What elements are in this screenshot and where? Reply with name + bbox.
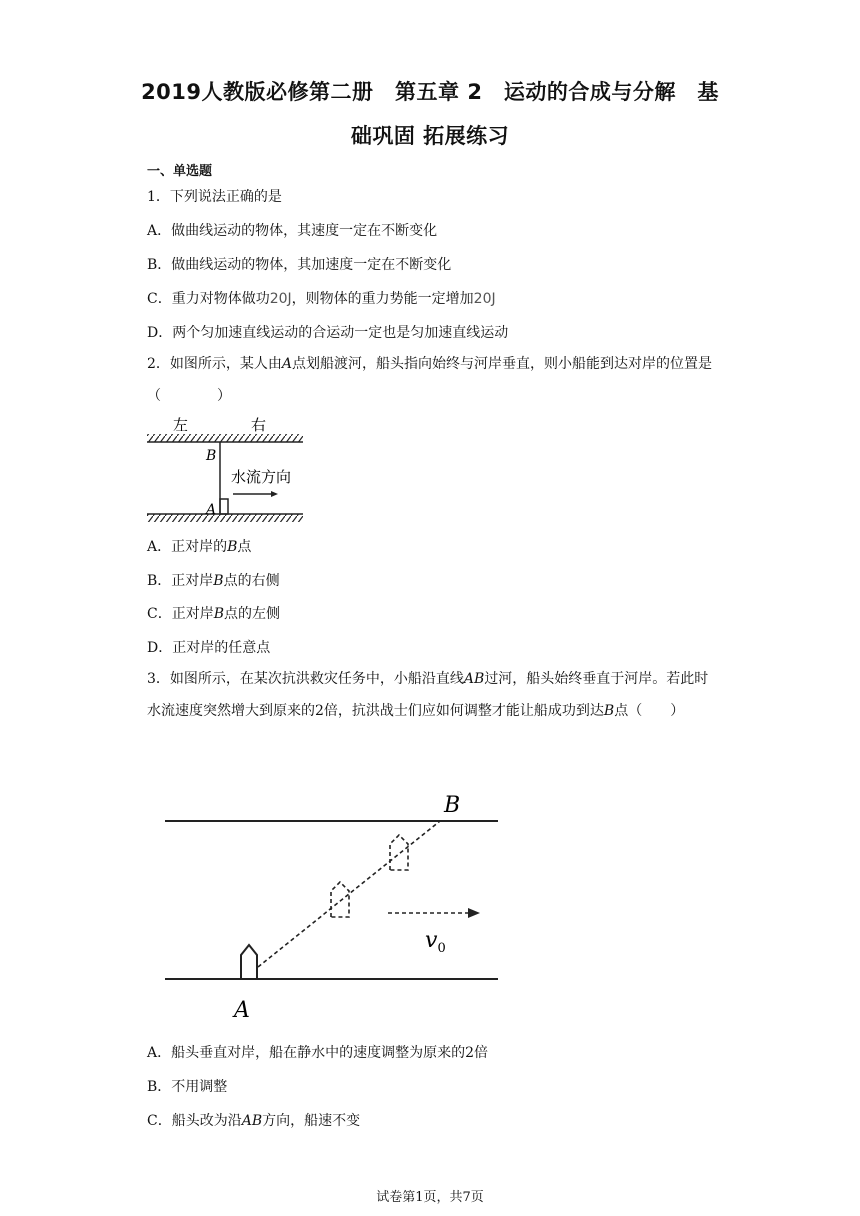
q3-stem: 3．如图所示，在某次抗洪救灾任务中，小船沿直线AB过河，船头始终垂直于河岸。若此时水流速度突然增大到原来的2倍，抗洪战士们应如何调整才能让船成功到达B点（ ） <box>147 671 709 719</box>
q2-flow-label: 水流方向 <box>231 468 292 486</box>
q1-stem: 1．下列说法正确的是 <box>147 189 282 205</box>
q3-option-b: B．不用调整 <box>147 1079 228 1095</box>
q2-label-a: A <box>206 502 217 518</box>
q3-boat-middle <box>331 882 349 917</box>
q3-option-c: C．船头改为沿AB方向，船速不变 <box>147 1113 361 1129</box>
q2-river-figure <box>147 412 307 524</box>
q3-boat-upper <box>390 835 408 870</box>
q3-boat-start <box>241 945 257 979</box>
q1-option-c: C．重力对物体做功20J，则物体的重力势能一定增加20J <box>147 291 496 307</box>
q2-top-bank <box>147 434 303 442</box>
section-heading: 一、单选题 <box>147 164 213 179</box>
q2-option-c: C．正对岸B点的左侧 <box>147 606 281 622</box>
q2-label-left: 左 <box>173 416 189 434</box>
q1-c-value-2: 20J <box>473 291 496 307</box>
q2-option-d: D．正对岸的任意点 <box>147 640 271 656</box>
q1-option-a: A．做曲线运动的物体，其速度一定在不断变化 <box>147 223 438 239</box>
q2-option-a: A．正对岸的B点 <box>147 539 252 555</box>
title-line-1: 2019人教版必修第二册 第五章 2 运动的合成与分解 基 <box>141 80 719 104</box>
q2-label-b: B <box>206 448 217 464</box>
q1-option-b: B．做曲线运动的物体，其加速度一定在不断变化 <box>147 257 452 273</box>
q3-velocity-label: $v_0$ <box>425 928 446 956</box>
q2-boat <box>220 499 228 514</box>
title-line-2: 础巩固 拓展练习 <box>350 124 510 148</box>
q2-bottom-bank <box>147 514 303 522</box>
q2-option-b: B．正对岸B点的右侧 <box>147 573 280 589</box>
q3-path-ab <box>258 821 440 967</box>
q2-stem: 2．如图所示，某人由A点划船渡河，船头指向始终与河岸垂直，则小船能到达对岸的位置是（ ） <box>147 356 713 404</box>
q2-label-right: 右 <box>251 416 267 434</box>
q3-river-figure <box>160 785 510 1025</box>
q3-label-a: A <box>234 998 250 1023</box>
page-footer: 试卷第1页，共7页 <box>376 1190 484 1205</box>
q3-label-b: B <box>444 793 461 818</box>
q1-option-d: D．两个匀加速直线运动的合运动一定也是匀加速直线运动 <box>147 325 509 341</box>
q3-option-a: A．船头垂直对岸，船在静水中的速度调整为原来的2倍 <box>147 1045 489 1061</box>
q1-c-value-1: 20J <box>269 291 292 307</box>
